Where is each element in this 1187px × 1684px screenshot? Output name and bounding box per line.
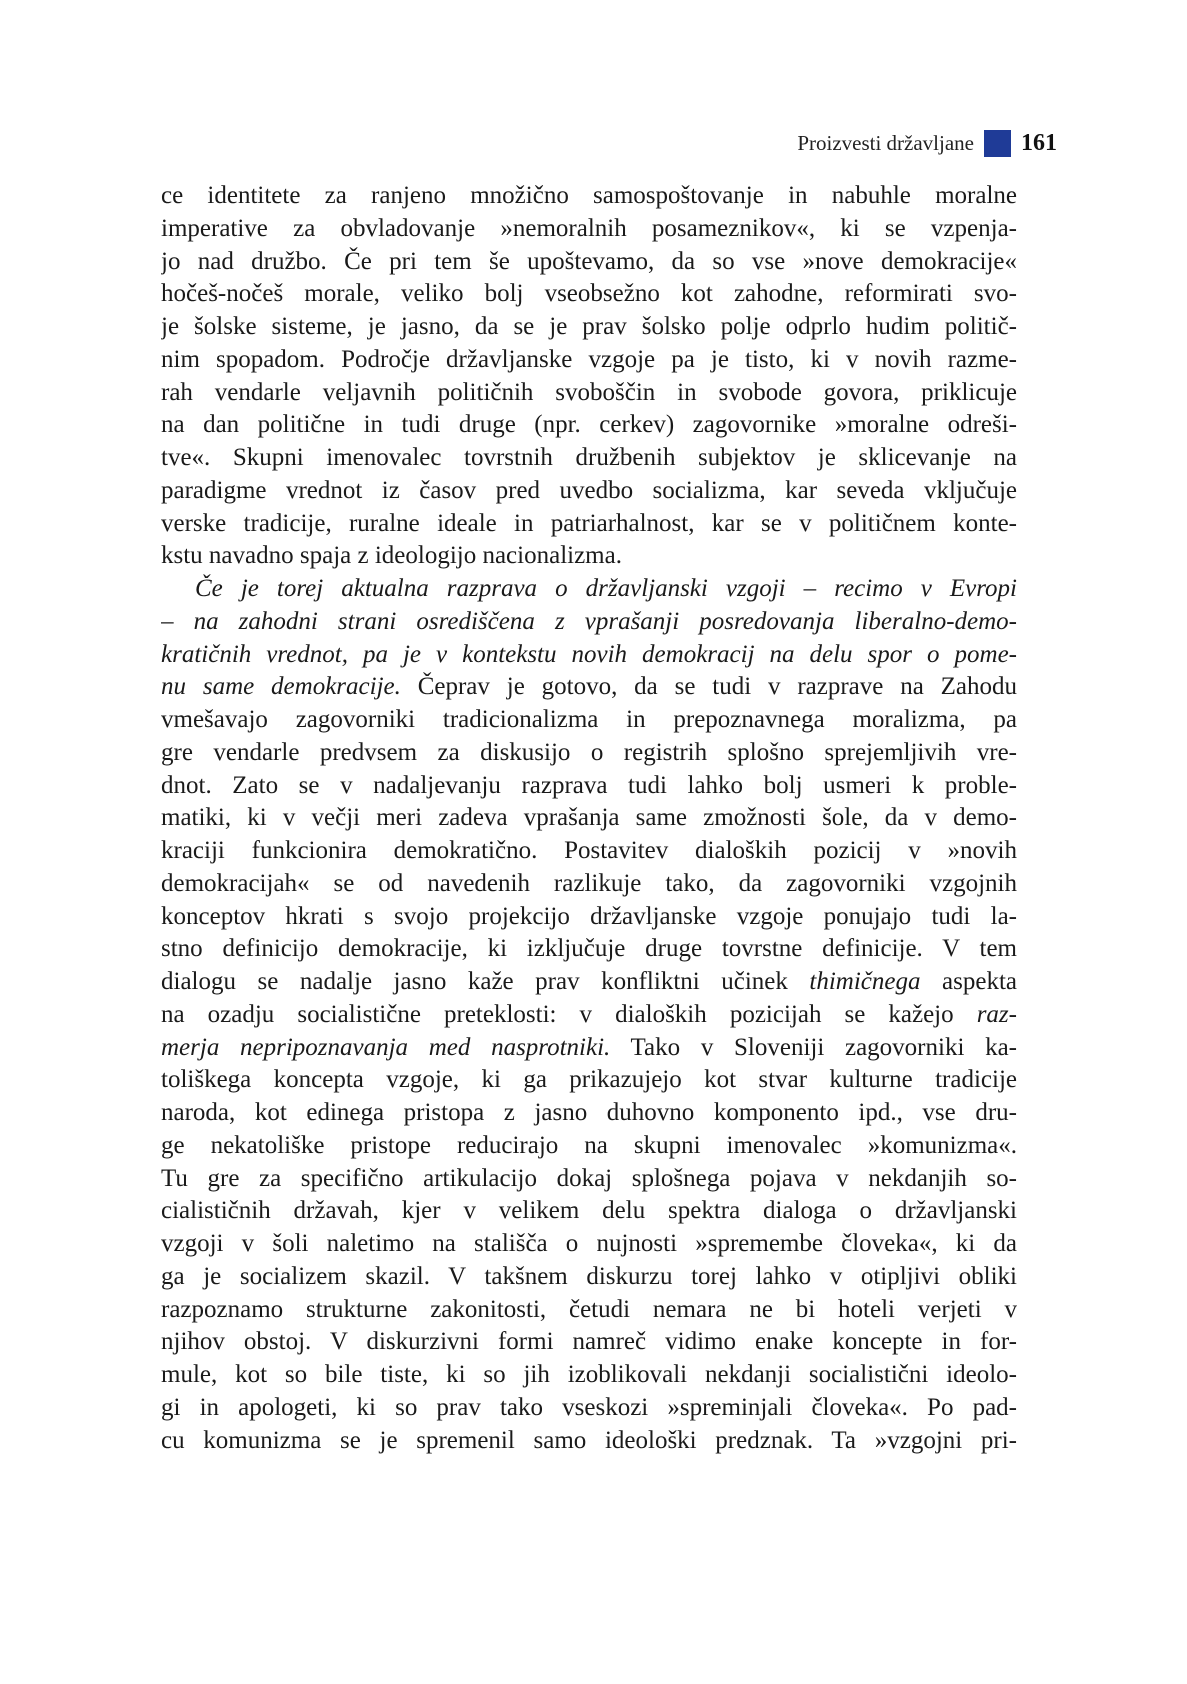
text-line	[161, 1163, 1017, 1196]
text-line	[161, 1261, 1017, 1294]
italic-text: – na zahodni strani osrediščena z vprašanji posredovanja liberalno-demo-	[161, 607, 1017, 635]
text-span: demokracijah« se od navedenih razlikuje tako, da zagovorniki vzgojnih	[161, 869, 1017, 897]
text-line	[161, 1359, 1017, 1392]
text-span: cialističnih državah, kjer v velikem delu spektra dialoga o državljanski	[161, 1197, 1017, 1225]
text-line	[161, 1294, 1017, 1327]
italic-text: merja nepripoznavanja med nasprotniki.	[161, 1033, 611, 1061]
text-span: Tako v Sloveniji zagovorniki ka-	[610, 1033, 1017, 1061]
text-line	[161, 639, 1017, 672]
text-span: njihov obstoj. V diskurzivni formi namreč vidimo enake koncepte in for-	[161, 1328, 1017, 1356]
text-line	[161, 868, 1017, 901]
text-line	[161, 1425, 1017, 1458]
text-line	[161, 802, 1017, 835]
text-span: Čeprav je gotovo, da se tudi v razprave na Zahodu	[400, 673, 1017, 701]
text-line	[161, 1032, 1017, 1065]
italic-text: thimičnega	[809, 968, 921, 995]
text-span: rah vendarle veljavnih političnih svoboščin in svobode govora, priklicuje	[161, 378, 1017, 406]
header-color-block	[984, 130, 1011, 157]
text-span: je šolske sisteme, je jasno, da se je prav šolsko polje odprlo hudim politič-	[161, 313, 1017, 340]
page-number: 161	[1021, 129, 1057, 156]
text-span: matiki, ki v večji meri zadeva vprašanja same zmožnosti šole, da v demo-	[161, 804, 1017, 832]
text-span: toliškega koncepta vzgoje, ki ga prikazujejo kot stvar kulturne tradicije	[161, 1066, 1017, 1094]
italic-text: nu same demokracije.	[161, 673, 401, 701]
text-span: jo nad družbo. Če pri tem še upoštevamo, da so vse »nove demokracije«	[161, 247, 1017, 275]
text-line	[161, 1064, 1017, 1097]
text-span: aspekta	[920, 968, 1017, 995]
text-line	[161, 213, 1017, 246]
text-span: konceptov hkrati s svojo projekcijo državljanske vzgoje ponujajo tudi la-	[161, 902, 1017, 930]
text-span: razpoznamo strukturne zakonitosti, četudi nemara ne bi hoteli verjeti v	[161, 1295, 1017, 1323]
text-line	[161, 377, 1017, 410]
text-line	[161, 606, 1017, 639]
text-line	[161, 1392, 1017, 1425]
text-span: gre vendarle predvsem za diskusijo o registrih splošno sprejemljivih vre-	[161, 738, 1017, 766]
text-span: na ozadju socialistične preteklosti: v dialoških pozicijah se kažejo	[161, 1000, 977, 1028]
text-span: ge nekatoliške pristope reducirajo na skupni imenovalec »komunizma«.	[161, 1131, 1017, 1159]
text-span: nim spopadom. Področje državljanske vzgoje pa je tisto, ki v novih razme-	[161, 345, 1017, 373]
text-line	[161, 966, 1017, 999]
text-line	[161, 311, 1017, 344]
italic-text: raz-	[976, 1000, 1017, 1028]
text-span: hočeš-nočeš morale, veliko bolj vseobsežno kot zahodne, reformirati svo-	[161, 280, 1017, 308]
text-line	[161, 180, 1017, 213]
running-title: Proizvesti državljane	[797, 130, 974, 155]
text-line	[161, 442, 1017, 475]
text-line	[161, 835, 1017, 868]
text-line	[161, 671, 1017, 704]
text-line	[161, 1228, 1017, 1261]
text-line	[161, 901, 1017, 934]
italic-text: kratičnih vrednot, pa je v kontekstu novih demokracij na delu spor o pome-	[161, 640, 1017, 668]
running-header	[797, 128, 1057, 158]
text-span: vmešavajo zagovorniki tradicionalizma in prepoznavnega moralizma, pa	[161, 706, 1017, 733]
text-span: dnot. Zato se v nadaljevanju razprava tudi lahko bolj usmeri k proble-	[161, 771, 1017, 799]
text-line	[161, 1195, 1017, 1228]
text-line	[161, 933, 1017, 966]
italic-text: Če je torej aktualna razprava o državljanski vzgoji – recimo v Evropi	[195, 575, 1017, 602]
text-line	[161, 246, 1017, 279]
text-line	[161, 344, 1017, 377]
text-span: cu komunizma se je spremenil samo ideološki predznak. Ta »vzgojni pri-	[161, 1426, 1017, 1454]
text-line	[161, 475, 1017, 508]
text-line	[161, 1326, 1017, 1359]
text-line	[161, 1130, 1017, 1163]
text-span: vzgoji v šoli naletimo na stališča o nujnosti »spremembe človeka«, ki da	[161, 1230, 1017, 1257]
text-span: ce identitete za ranjeno množično samospoštovanje in nabuhle moralne	[161, 182, 1017, 209]
text-span: paradigme vrednot iz časov pred uvedbo socializma, kar seveda vključuje	[161, 476, 1017, 504]
text-span: stno definicijo demokracije, ki izključuje druge tovrstne definicije. V tem	[161, 935, 1017, 963]
text-span: ga je socializem skazil. V takšnem diskurzu torej lahko v otipljivi obliki	[161, 1262, 1017, 1290]
text-line	[161, 770, 1017, 803]
text-span: dialogu se nadalje jasno kaže prav konfliktni učinek	[161, 968, 810, 995]
text-span: gi in apologeti, ki so prav tako vseskozi »spreminjali človeka«. Po pad-	[161, 1393, 1017, 1421]
text-span: verske tradicije, ruralne ideale in patriarhalnost, kar se v političnem konte-	[161, 509, 1017, 537]
body-text	[161, 180, 1017, 1457]
text-line	[161, 573, 1017, 606]
text-span: Tu gre za specifično artikulacijo dokaj splošnega pojava v nekdanjih so-	[161, 1164, 1017, 1192]
text-line	[161, 540, 1017, 573]
text-span: mule, kot so bile tiste, ki so jih izoblikovali nekdanji socialistični ideolo-	[161, 1361, 1017, 1388]
text-line	[161, 409, 1017, 442]
text-line	[161, 999, 1017, 1032]
text-line	[161, 278, 1017, 311]
text-line	[161, 704, 1017, 737]
text-span: imperative za obvladovanje »nemoralnih posameznikov«, ki se vzpenja-	[161, 214, 1017, 242]
text-span: na dan politične in tudi druge (npr. cerkev) zagovornike »moralne odreši-	[161, 411, 1017, 439]
text-span: tve«. Skupni imenovalec tovrstnih družbenih subjektov je sklicevanje na	[161, 444, 1017, 471]
text-line	[161, 508, 1017, 541]
text-line	[161, 737, 1017, 770]
text-line	[161, 1097, 1017, 1130]
text-span: kraciji funkcionira demokratično. Postavitev dialoških pozicij v »novih	[161, 837, 1017, 864]
text-span: kstu navadno spaja z ideologijo nacionalizma.	[161, 542, 622, 570]
text-span: naroda, kot edinega pristopa z jasno duhovno komponento ipd., vse dru-	[161, 1099, 1017, 1126]
